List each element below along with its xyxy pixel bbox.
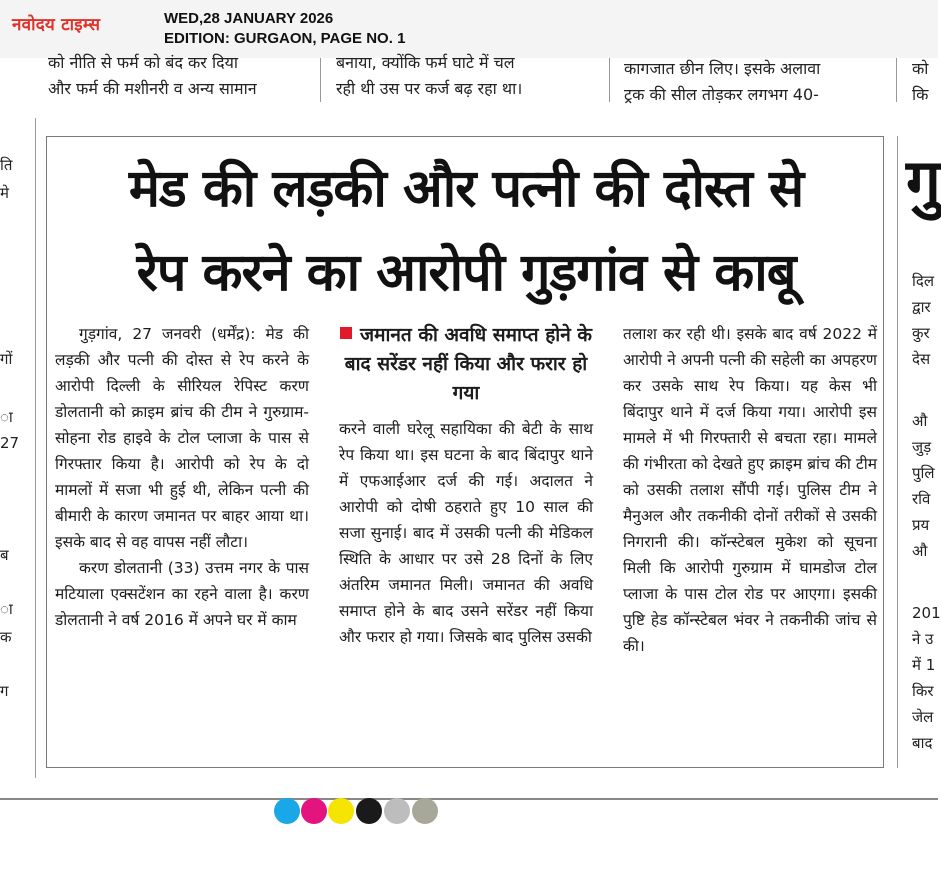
red-square-icon: [340, 327, 352, 339]
headline-line-1: मेड की लड़की और पत्नी की दोस्त से: [128, 159, 804, 219]
right-fragment: बाद: [912, 734, 933, 752]
right-fragment: ने उ: [912, 630, 934, 648]
magenta-registration-mark: [301, 798, 327, 824]
right-fragment: जुड़: [912, 438, 932, 456]
column-rule: [320, 58, 321, 102]
right-fragment: में 1: [912, 656, 936, 674]
above-col4-line: कि: [912, 85, 929, 104]
right-article-headline-fragment: गु: [906, 145, 941, 218]
above-col3-line: कागजात छीन लिए। इसके अलावा: [624, 59, 821, 78]
right-fragment: 201: [912, 604, 941, 622]
left-fragment: 27: [0, 434, 20, 452]
left-fragment: ा: [0, 408, 13, 426]
left-fragment: गों: [0, 350, 13, 368]
cyan-registration-mark: [274, 798, 300, 824]
right-fragment: दिल: [912, 272, 935, 290]
paragraph: करने वाली घरेलू सहायिका की बेटी के साथ रेप किया था। इस घटना के बाद बिंदापुर थाने में एफआईआर दर्ज की गई। अदालत ने आरोपी को दोषी ठहराते हुए 10 साल की सजा सुनाई। बाद में उसकी पत्नी की मेडिकल स्थिति के आधार पर उसे 28 दिनों के लिए अंतरिम जमानत मिली। जमानत की अवधि समाप्त होने के बाद उसने सरेंडर नहीं किया और फरार हो गया। जिसके बाद पुलिस उसकी: [339, 420, 593, 646]
paragraph: करण डोलतानी (33) उत्तम नगर के पास मटियाला एक्सटेंशन का रहने वाला है। करण डोलतानी ने वर्ष 2016 में अपने घर में काम: [55, 559, 309, 629]
article-column-1: [55, 321, 309, 633]
right-fragment: प्रय: [912, 516, 930, 534]
paragraph: गुड़गांव, 27 जनवरी (धर्मेंद्र): मेड की लड़की और पत्नी की दोस्त से रेप करने के आरोपी दिल्ली के सीरियल रेपिस्ट करण डोलतानी को क्राइम ब्रांच की टीम ने गुरुग्राम-सोहना रोड हाइवे के टोल प्लाजा के पास से गिरफ्तार किया है। आरोपी को रेप के दो मामलों में सजा भी हुई थी, लेकिन पत्नी की बीमारी के कारण जमानत पर बाहर आया था। इसके बाद से वह वापस नहीं लौटा।: [55, 325, 309, 551]
right-fragments-1: [912, 268, 938, 372]
above-col4: [912, 56, 938, 108]
edition-line: EDITION: GURGAON, PAGE NO. 1: [164, 30, 406, 47]
article-column-3: [623, 321, 877, 659]
above-col1: [48, 50, 310, 102]
left-fragment: मे: [0, 184, 9, 202]
olive-registration-mark: [412, 798, 438, 824]
above-col3: [624, 56, 886, 108]
above-col2: [336, 50, 598, 102]
article-headline: [47, 147, 885, 315]
left-fragment: क: [0, 628, 12, 646]
article-column-2: [339, 321, 593, 650]
right-fragments-2: [912, 408, 938, 564]
headline-line-2: रेप करने का आरोपी गुड़गांव से काबू: [136, 243, 796, 303]
right-fragment: कुर: [912, 324, 930, 342]
yellow-registration-mark: [328, 798, 354, 824]
right-fragment: जेल: [912, 708, 934, 726]
above-col2-line: बनाया, क्योंकि फर्म घाटे में चल: [336, 53, 515, 72]
date-line: WED,28 JANUARY 2026: [164, 10, 334, 27]
right-fragment: देस: [912, 350, 931, 368]
above-col1-line: और फर्म की मशीनरी व अन्य सामान: [48, 79, 257, 98]
right-fragment: औ: [912, 542, 928, 560]
black-registration-mark: [356, 798, 382, 824]
left-fragment: ब: [0, 546, 9, 564]
column-rule: [609, 58, 610, 102]
newspaper-logo: नवोदय टाइम्स: [12, 15, 101, 35]
above-col2-line: रही थी उस पर कर्ज बढ़ रहा था।: [336, 79, 523, 98]
right-fragments-3: [912, 600, 941, 756]
above-col4-line: को: [912, 59, 929, 78]
left-fragment: ति: [0, 156, 13, 174]
left-column-rule: [35, 118, 36, 778]
above-col1-line: को नीति से फर्म को बंद कर दिया: [48, 53, 239, 72]
right-column-rule: [897, 136, 898, 768]
page-bottom-rule: [0, 798, 938, 800]
above-col3-line: ट्रक की सील तोड़कर लगभग 40-: [624, 85, 819, 104]
left-fragment: ा: [0, 600, 13, 618]
paragraph: तलाश कर रही थी। इसके बाद वर्ष 2022 में आरोपी ने अपनी पत्नी की सहेली का अपहरण कर उसके साथ रेप किया। यह केस भी बिंदापुर थाने में दर्ज किया गया। आरोपी इस मामले में भी गिरफ्तारी से बचता रहा। मामले की गंभीरता को देखते हुए क्राइम ब्रांच की टीम को उसकी तलाश सौंपी गई। पुलिस टीम ने मैनुअल और तकनीकी दोनों तरीकों से उसकी निगरानी की। कॉन्स्टेबल मुकेश को सूचना मिली कि आरोपी गुरुग्राम में घामडोज टोल प्लाजा के पास टोल रोड पर आएगा। इसकी पुष्टि हेड कॉन्स्टेबल भंवर ने तकनीकी जांच से की।: [623, 325, 877, 655]
subheading: [339, 321, 593, 408]
right-fragment: पुलि: [912, 464, 935, 482]
left-fragment: ग: [0, 682, 9, 700]
right-fragment: रवि: [912, 490, 931, 508]
gray-registration-mark: [384, 798, 410, 824]
subheading-text: जमानत की अवधि समाप्त होने के बाद सरेंडर नहीं किया और फरार हो गया: [344, 324, 592, 404]
article-box: [46, 136, 884, 768]
right-fragment: द्वार: [912, 298, 931, 316]
right-fragment: औ: [912, 412, 928, 430]
edition-info: [164, 9, 405, 49]
right-fragment: किर: [912, 682, 934, 700]
column-rule: [896, 58, 897, 102]
